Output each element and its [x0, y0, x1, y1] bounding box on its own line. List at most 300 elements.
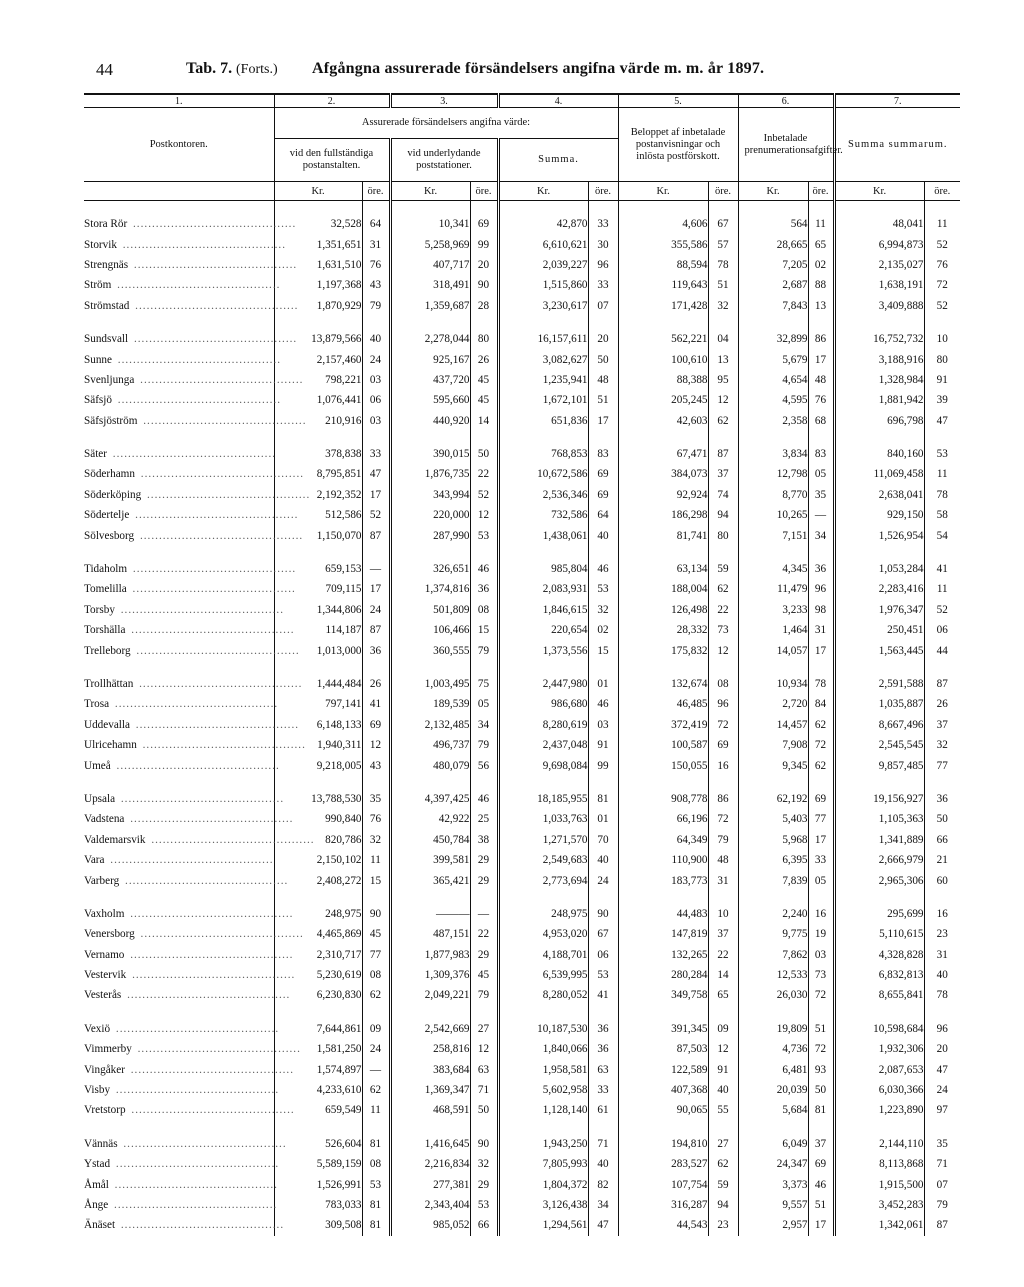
kronor-cell: 5,589,159	[274, 1154, 362, 1174]
ore-cell: 31	[808, 620, 834, 640]
kronor-cell: 10,598,684	[834, 1019, 924, 1039]
ore-cell: 24	[362, 349, 390, 369]
leader-dots: ...........................................	[127, 624, 295, 637]
table-row	[84, 444, 960, 464]
ore-cell: 46	[588, 694, 618, 714]
ore-cell: 98	[808, 600, 834, 620]
ore-cell: 15	[588, 640, 618, 660]
ore-cell: 56	[470, 755, 498, 775]
leader-dots: ...........................................	[110, 1178, 278, 1191]
ore-cell: 08	[362, 965, 390, 985]
kronor-cell: 468,591	[390, 1100, 470, 1120]
kronor-cell: 171,428	[618, 296, 708, 316]
ore-cell: 07	[924, 1174, 960, 1194]
kronor-cell: 2,216,834	[390, 1154, 470, 1174]
ore-cell: 54	[924, 525, 960, 545]
kronor-cell: 2,144,110	[834, 1134, 924, 1154]
group-spacer	[84, 316, 960, 329]
kronor-cell: 81,741	[618, 525, 708, 545]
kronor-cell: 13,879,566	[274, 329, 362, 349]
office-name: Torshälla	[84, 624, 126, 637]
unit-ore: öre.	[470, 182, 498, 201]
table-row	[84, 525, 960, 545]
kronor-cell: 7,644,861	[274, 1019, 362, 1039]
kronor-cell: 1,526,954	[834, 525, 924, 545]
leader-dots: ...........................................	[123, 989, 291, 1002]
kronor-cell: 2,965,306	[834, 870, 924, 890]
ore-cell: 29	[470, 945, 498, 965]
underlydande-header: vid underlydande poststationer.	[390, 139, 498, 182]
ore-cell: 08	[708, 674, 738, 694]
kronor-cell: 1,351,651	[274, 234, 362, 254]
kronor-cell: 1,223,890	[834, 1100, 924, 1120]
kronor-cell: 1,309,376	[390, 965, 470, 985]
kronor-cell: 12,798	[738, 464, 808, 484]
ore-cell: 07	[588, 296, 618, 316]
ore-cell: 48	[588, 370, 618, 390]
kronor-cell: 64,349	[618, 830, 708, 850]
kronor-cell: 7,151	[738, 525, 808, 545]
ore-cell: 11	[362, 1100, 390, 1120]
office-name-cell	[84, 1080, 280, 1100]
kronor-cell: 390,015	[390, 444, 470, 464]
kronor-cell: 1,870,929	[274, 296, 362, 316]
kronor-cell: 383,684	[390, 1059, 470, 1079]
kronor-cell: 126,498	[618, 600, 708, 620]
table-label: Tab. 7.	[186, 60, 233, 77]
office-name-cell	[84, 1174, 278, 1194]
office-name: Vestervik	[84, 969, 127, 982]
leader-dots: ...........................................	[112, 759, 280, 772]
assured-group-header: Assurerade försändelsers angifna värde:	[274, 108, 618, 139]
ore-cell: 80	[924, 349, 960, 369]
kronor-cell: 16,157,611	[498, 329, 588, 349]
office-name-cell	[84, 600, 284, 620]
kronor-cell: 2,135,027	[834, 255, 924, 275]
ore-cell: 60	[924, 870, 960, 890]
unit-ore: öre.	[808, 182, 834, 201]
kronor-cell: 3,188,916	[834, 349, 924, 369]
kronor-cell: 1,003,495	[390, 674, 470, 694]
kronor-cell: 480,079	[390, 755, 470, 775]
kronor-cell: 3,409,888	[834, 296, 924, 316]
ore-cell: 40	[362, 329, 390, 349]
kronor-cell: 8,113,868	[834, 1154, 924, 1174]
ore-cell: 91	[924, 370, 960, 390]
colnum-1: 1.	[84, 94, 274, 108]
office-name: Vernamo	[84, 948, 125, 961]
ore-cell: 76	[362, 809, 390, 829]
office-name-cell	[84, 411, 307, 431]
kronor-cell: 6,049	[738, 1134, 808, 1154]
kronor-cell: 3,373	[738, 1174, 808, 1194]
kronor-cell: 1,013,000	[274, 640, 362, 660]
ore-cell: 37	[924, 715, 960, 735]
kronor-cell: 1,344,806	[274, 600, 362, 620]
kronor-cell: 1,515,860	[498, 275, 588, 295]
kronor-cell: 5,110,615	[834, 924, 924, 944]
kronor-cell: 2,591,588	[834, 674, 924, 694]
ore-cell: 26	[470, 349, 498, 369]
kronor-cell: 2,773,694	[498, 870, 588, 890]
table-row	[84, 370, 960, 390]
table-row	[84, 329, 960, 349]
ore-cell: 30	[588, 234, 618, 254]
ore-cell: 65	[708, 985, 738, 1005]
ore-cell: 63	[470, 1059, 498, 1079]
office-name-cell	[84, 579, 296, 599]
kronor-cell: 1,373,556	[498, 640, 588, 660]
ore-cell: 78	[808, 674, 834, 694]
ore-cell: 46	[470, 559, 498, 579]
office-name-cell	[84, 1195, 278, 1215]
ore-cell: 41	[362, 694, 390, 714]
ore-cell: 48	[708, 850, 738, 870]
ore-cell: 51	[808, 1195, 834, 1215]
ore-cell: 12	[470, 505, 498, 525]
office-name: Vimmerby	[84, 1043, 132, 1056]
ore-cell: 94	[708, 1195, 738, 1215]
ore-cell: 83	[588, 444, 618, 464]
ore-cell: 47	[924, 1059, 960, 1079]
table-row	[84, 904, 960, 924]
table-row	[84, 1059, 960, 1079]
kronor-cell: 8,795,851	[274, 464, 362, 484]
office-name: Uddevalla	[84, 718, 130, 731]
leader-dots: ...........................................	[126, 1063, 295, 1076]
kronor-cell: 407,368	[618, 1080, 708, 1100]
kronor-cell: 9,557	[738, 1195, 808, 1215]
ore-cell: 11	[924, 214, 960, 234]
office-name-cell	[84, 390, 282, 410]
office-name: Trosa	[84, 698, 110, 711]
ore-cell: 53	[588, 965, 618, 985]
ore-cell: 79	[708, 830, 738, 850]
ore-cell: 90	[362, 904, 390, 924]
office-name-cell	[84, 1154, 280, 1174]
kronor-cell: 2,049,221	[390, 985, 470, 1005]
kronor-cell: 4,953,020	[498, 924, 588, 944]
ore-cell: 96	[924, 1019, 960, 1039]
ore-cell: 05	[808, 870, 834, 890]
kronor-cell: 985,804	[498, 559, 588, 579]
ore-cell: 79	[470, 735, 498, 755]
leader-dots: ...........................................	[112, 1022, 280, 1035]
table-row	[84, 620, 960, 640]
ore-cell: 57	[708, 234, 738, 254]
kronor-cell: 6,539,995	[498, 965, 588, 985]
kronor-cell: 220,000	[390, 505, 470, 525]
ore-cell: 52	[924, 296, 960, 316]
ore-cell: 90	[588, 904, 618, 924]
ore-cell: 64	[362, 214, 390, 234]
ore-cell: 37	[708, 924, 738, 944]
ore-cell: 48	[808, 370, 834, 390]
ore-cell: 06	[588, 945, 618, 965]
kronor-cell: 6,395	[738, 850, 808, 870]
kronor-cell: 147,819	[618, 924, 708, 944]
ore-cell: 14	[470, 411, 498, 431]
kronor-cell: 1,271,570	[498, 830, 588, 850]
kronor-cell: 5,403	[738, 809, 808, 829]
office-name-cell	[84, 329, 298, 349]
ore-cell: 27	[470, 1019, 498, 1039]
kronor-cell: 287,990	[390, 525, 470, 545]
kronor-cell: 42,922	[390, 809, 470, 829]
ore-cell: 08	[362, 1154, 390, 1174]
ore-cell: 35	[362, 789, 390, 809]
ore-cell: 65	[808, 234, 834, 254]
kronor-cell: 5,230,619	[274, 965, 362, 985]
kronor-cell: 6,610,621	[498, 234, 588, 254]
table-row	[84, 985, 960, 1005]
kronor-cell: 26,030	[738, 985, 808, 1005]
ore-cell: 24	[362, 1039, 390, 1059]
ore-cell: 79	[470, 985, 498, 1005]
ore-cell: 45	[470, 390, 498, 410]
kronor-cell: 4,654	[738, 370, 808, 390]
kronor-cell: 2,542,669	[390, 1019, 470, 1039]
ore-cell: 02	[588, 620, 618, 640]
ore-cell: 01	[588, 674, 618, 694]
kronor-cell: 9,698,084	[498, 755, 588, 775]
kronor-cell: 18,185,955	[498, 789, 588, 809]
ore-cell: 77	[808, 809, 834, 829]
kronor-cell: 10,341	[390, 214, 470, 234]
ore-cell: 31	[708, 870, 738, 890]
kronor-cell: 12,533	[738, 965, 808, 985]
ore-cell: 43	[362, 275, 390, 295]
ore-cell: 29	[470, 870, 498, 890]
office-name-cell	[84, 1134, 287, 1154]
office-name-cell	[84, 674, 303, 694]
office-name: Ånge	[84, 1198, 109, 1211]
leader-dots: ...........................................	[116, 603, 284, 616]
ore-cell: 82	[588, 1174, 618, 1194]
ore-cell: 24	[924, 1080, 960, 1100]
ore-cell: 51	[588, 390, 618, 410]
table-row	[84, 870, 960, 890]
ore-cell: 15	[470, 620, 498, 640]
leader-dots: ...........................................	[135, 678, 303, 690]
kronor-cell: 3,233	[738, 600, 808, 620]
ore-cell: 75	[470, 674, 498, 694]
kronor-cell: 42,870	[498, 214, 588, 234]
ore-cell: 17	[808, 640, 834, 660]
group-spacer	[84, 661, 960, 674]
ore-cell: 14	[708, 965, 738, 985]
kronor-cell: 1,053,284	[834, 559, 924, 579]
continuation-note: (Forts.)	[236, 62, 278, 77]
kronor-cell: 1,932,306	[834, 1039, 924, 1059]
office-name: Åmål	[84, 1178, 109, 1191]
ore-cell: 12	[708, 640, 738, 660]
office-name: Strengnäs	[84, 258, 129, 271]
kronor-cell: 107,754	[618, 1174, 708, 1194]
kronor-cell: 10,187,530	[498, 1019, 588, 1039]
ore-cell: 53	[470, 1195, 498, 1215]
kronor-cell: 1,574,897	[274, 1059, 362, 1079]
ore-cell: 03	[808, 945, 834, 965]
table-row	[84, 965, 960, 985]
kronor-cell: 4,736	[738, 1039, 808, 1059]
ore-cell: 01	[588, 809, 618, 829]
ore-cell: 12	[708, 390, 738, 410]
ore-cell: 73	[708, 620, 738, 640]
office-name-cell	[84, 1039, 301, 1059]
office-name-cell	[84, 965, 296, 985]
kronor-cell: 8,280,052	[498, 985, 588, 1005]
office-name-cell	[84, 985, 291, 1005]
kronor-cell: 732,586	[498, 505, 588, 525]
kronor-cell: 378,838	[274, 444, 362, 464]
kronor-cell: 88,594	[618, 255, 708, 275]
ore-cell: 19	[808, 924, 834, 944]
ore-cell: 11	[924, 579, 960, 599]
ore-cell: 44	[924, 640, 960, 660]
ore-cell: 87	[924, 1215, 960, 1235]
leader-dots: ...........................................	[130, 333, 298, 346]
office-name-cell	[84, 809, 294, 829]
ore-cell: 47	[924, 411, 960, 431]
kronor-cell: 2,039,227	[498, 255, 588, 275]
ore-cell: 62	[362, 985, 390, 1005]
office-name-cell	[84, 945, 294, 965]
ore-cell: 46	[588, 559, 618, 579]
ore-cell: 37	[708, 464, 738, 484]
office-name-cell	[84, 505, 299, 525]
summa-header: Summa.	[498, 139, 618, 182]
kronor-cell: 840,160	[834, 444, 924, 464]
kronor-cell: 6,030,366	[834, 1080, 924, 1100]
ore-cell: 71	[924, 1154, 960, 1174]
ore-cell: 53	[362, 1174, 390, 1194]
ore-cell: 79	[470, 640, 498, 660]
kronor-cell: 6,994,873	[834, 234, 924, 254]
kronor-cell: 2,192,352	[274, 485, 362, 505]
kronor-cell: 44,483	[618, 904, 708, 924]
ore-cell: 41	[588, 985, 618, 1005]
ore-cell: 62	[362, 1080, 390, 1100]
ore-cell: 36	[470, 579, 498, 599]
kronor-cell: 1,342,061	[834, 1215, 924, 1235]
ore-cell: 22	[470, 924, 498, 944]
office-name-cell	[84, 620, 295, 640]
kronor-cell: 2,720	[738, 694, 808, 714]
table-row	[84, 715, 960, 735]
office-name: Änäset	[84, 1219, 116, 1232]
ore-cell: 16	[708, 755, 738, 775]
table-row	[84, 464, 960, 484]
office-name-cell	[84, 485, 311, 505]
ore-cell: 69	[362, 715, 390, 735]
leader-dots: ...........................................	[112, 1158, 280, 1171]
kronor-cell: 526,604	[274, 1134, 362, 1154]
colnum-3: 3.	[390, 94, 498, 108]
office-name: Upsala	[84, 792, 116, 805]
kronor-cell: 9,775	[738, 924, 808, 944]
kronor-cell: 44,543	[618, 1215, 708, 1235]
ore-cell: 36	[808, 559, 834, 579]
ore-cell: 72	[808, 735, 834, 755]
office-name: Valdemarsvik	[84, 833, 146, 846]
kronor-cell: 709,115	[274, 579, 362, 599]
leader-dots: ...........................................	[129, 563, 297, 576]
ore-cell: 62	[708, 579, 738, 599]
prenumeration-header: Inbetalade prenumerationsafgifter.	[738, 108, 834, 182]
kronor-cell: 1,876,735	[390, 464, 470, 484]
ore-cell: 34	[588, 1195, 618, 1215]
ore-cell: 73	[808, 965, 834, 985]
kronor-cell: 316,287	[618, 1195, 708, 1215]
kronor-cell: 1,128,140	[498, 1100, 588, 1120]
office-name: Ulricehamn	[84, 739, 137, 752]
ore-cell: 11	[808, 214, 834, 234]
ore-cell: 45	[470, 965, 498, 985]
office-name-cell	[84, 1019, 280, 1039]
kronor-cell: 188,004	[618, 579, 708, 599]
kronor-cell: 114,187	[274, 620, 362, 640]
kronor-cell: 100,610	[618, 349, 708, 369]
kronor-cell: 929,150	[834, 505, 924, 525]
table-row	[84, 640, 960, 660]
ore-cell: 86	[808, 329, 834, 349]
leader-dots: ...........................................	[147, 833, 315, 846]
kronor-cell: 248,975	[274, 904, 362, 924]
kronor-cell: 1,943,250	[498, 1134, 588, 1154]
leader-dots: ...........................................	[133, 1043, 301, 1056]
table-row	[84, 505, 960, 525]
table-row	[84, 234, 960, 254]
group-spacer	[84, 891, 960, 904]
ore-cell: 40	[924, 965, 960, 985]
kronor-cell: 3,126,438	[498, 1195, 588, 1215]
ore-cell: 91	[588, 735, 618, 755]
table-row	[84, 924, 960, 944]
table-row	[84, 674, 960, 694]
ore-cell: 50	[588, 349, 618, 369]
ore-cell: 72	[808, 985, 834, 1005]
kronor-cell: 19,156,927	[834, 789, 924, 809]
kronor-cell: 1,341,889	[834, 830, 924, 850]
office-name-cell	[84, 370, 304, 390]
ore-cell: 71	[588, 1134, 618, 1154]
kronor-cell: 8,655,841	[834, 985, 924, 1005]
kronor-cell: 783,033	[274, 1195, 362, 1215]
ore-cell: 40	[588, 1154, 618, 1174]
office-name-cell	[84, 275, 281, 295]
office-name-cell	[84, 694, 279, 714]
kronor-cell: 14,457	[738, 715, 808, 735]
unit-ore: öre.	[708, 182, 738, 201]
kronor-cell: 189,539	[390, 694, 470, 714]
ore-cell: 81	[588, 789, 618, 809]
colnum-5: 5.	[618, 94, 738, 108]
ore-cell: 53	[470, 525, 498, 545]
ore-cell: 87	[362, 525, 390, 545]
kronor-cell: 2,343,404	[390, 1195, 470, 1215]
kronor-cell: 1,958,581	[498, 1059, 588, 1079]
kronor-cell: 7,843	[738, 296, 808, 316]
office-name-cell	[84, 349, 282, 369]
ore-cell: 83	[808, 444, 834, 464]
ore-cell: 62	[808, 715, 834, 735]
kronor-cell: 372,419	[618, 715, 708, 735]
ore-cell: 47	[362, 464, 390, 484]
ore-cell: 17	[362, 485, 390, 505]
ore-cell: 47	[588, 1215, 618, 1235]
kronor-cell: 2,666,979	[834, 850, 924, 870]
